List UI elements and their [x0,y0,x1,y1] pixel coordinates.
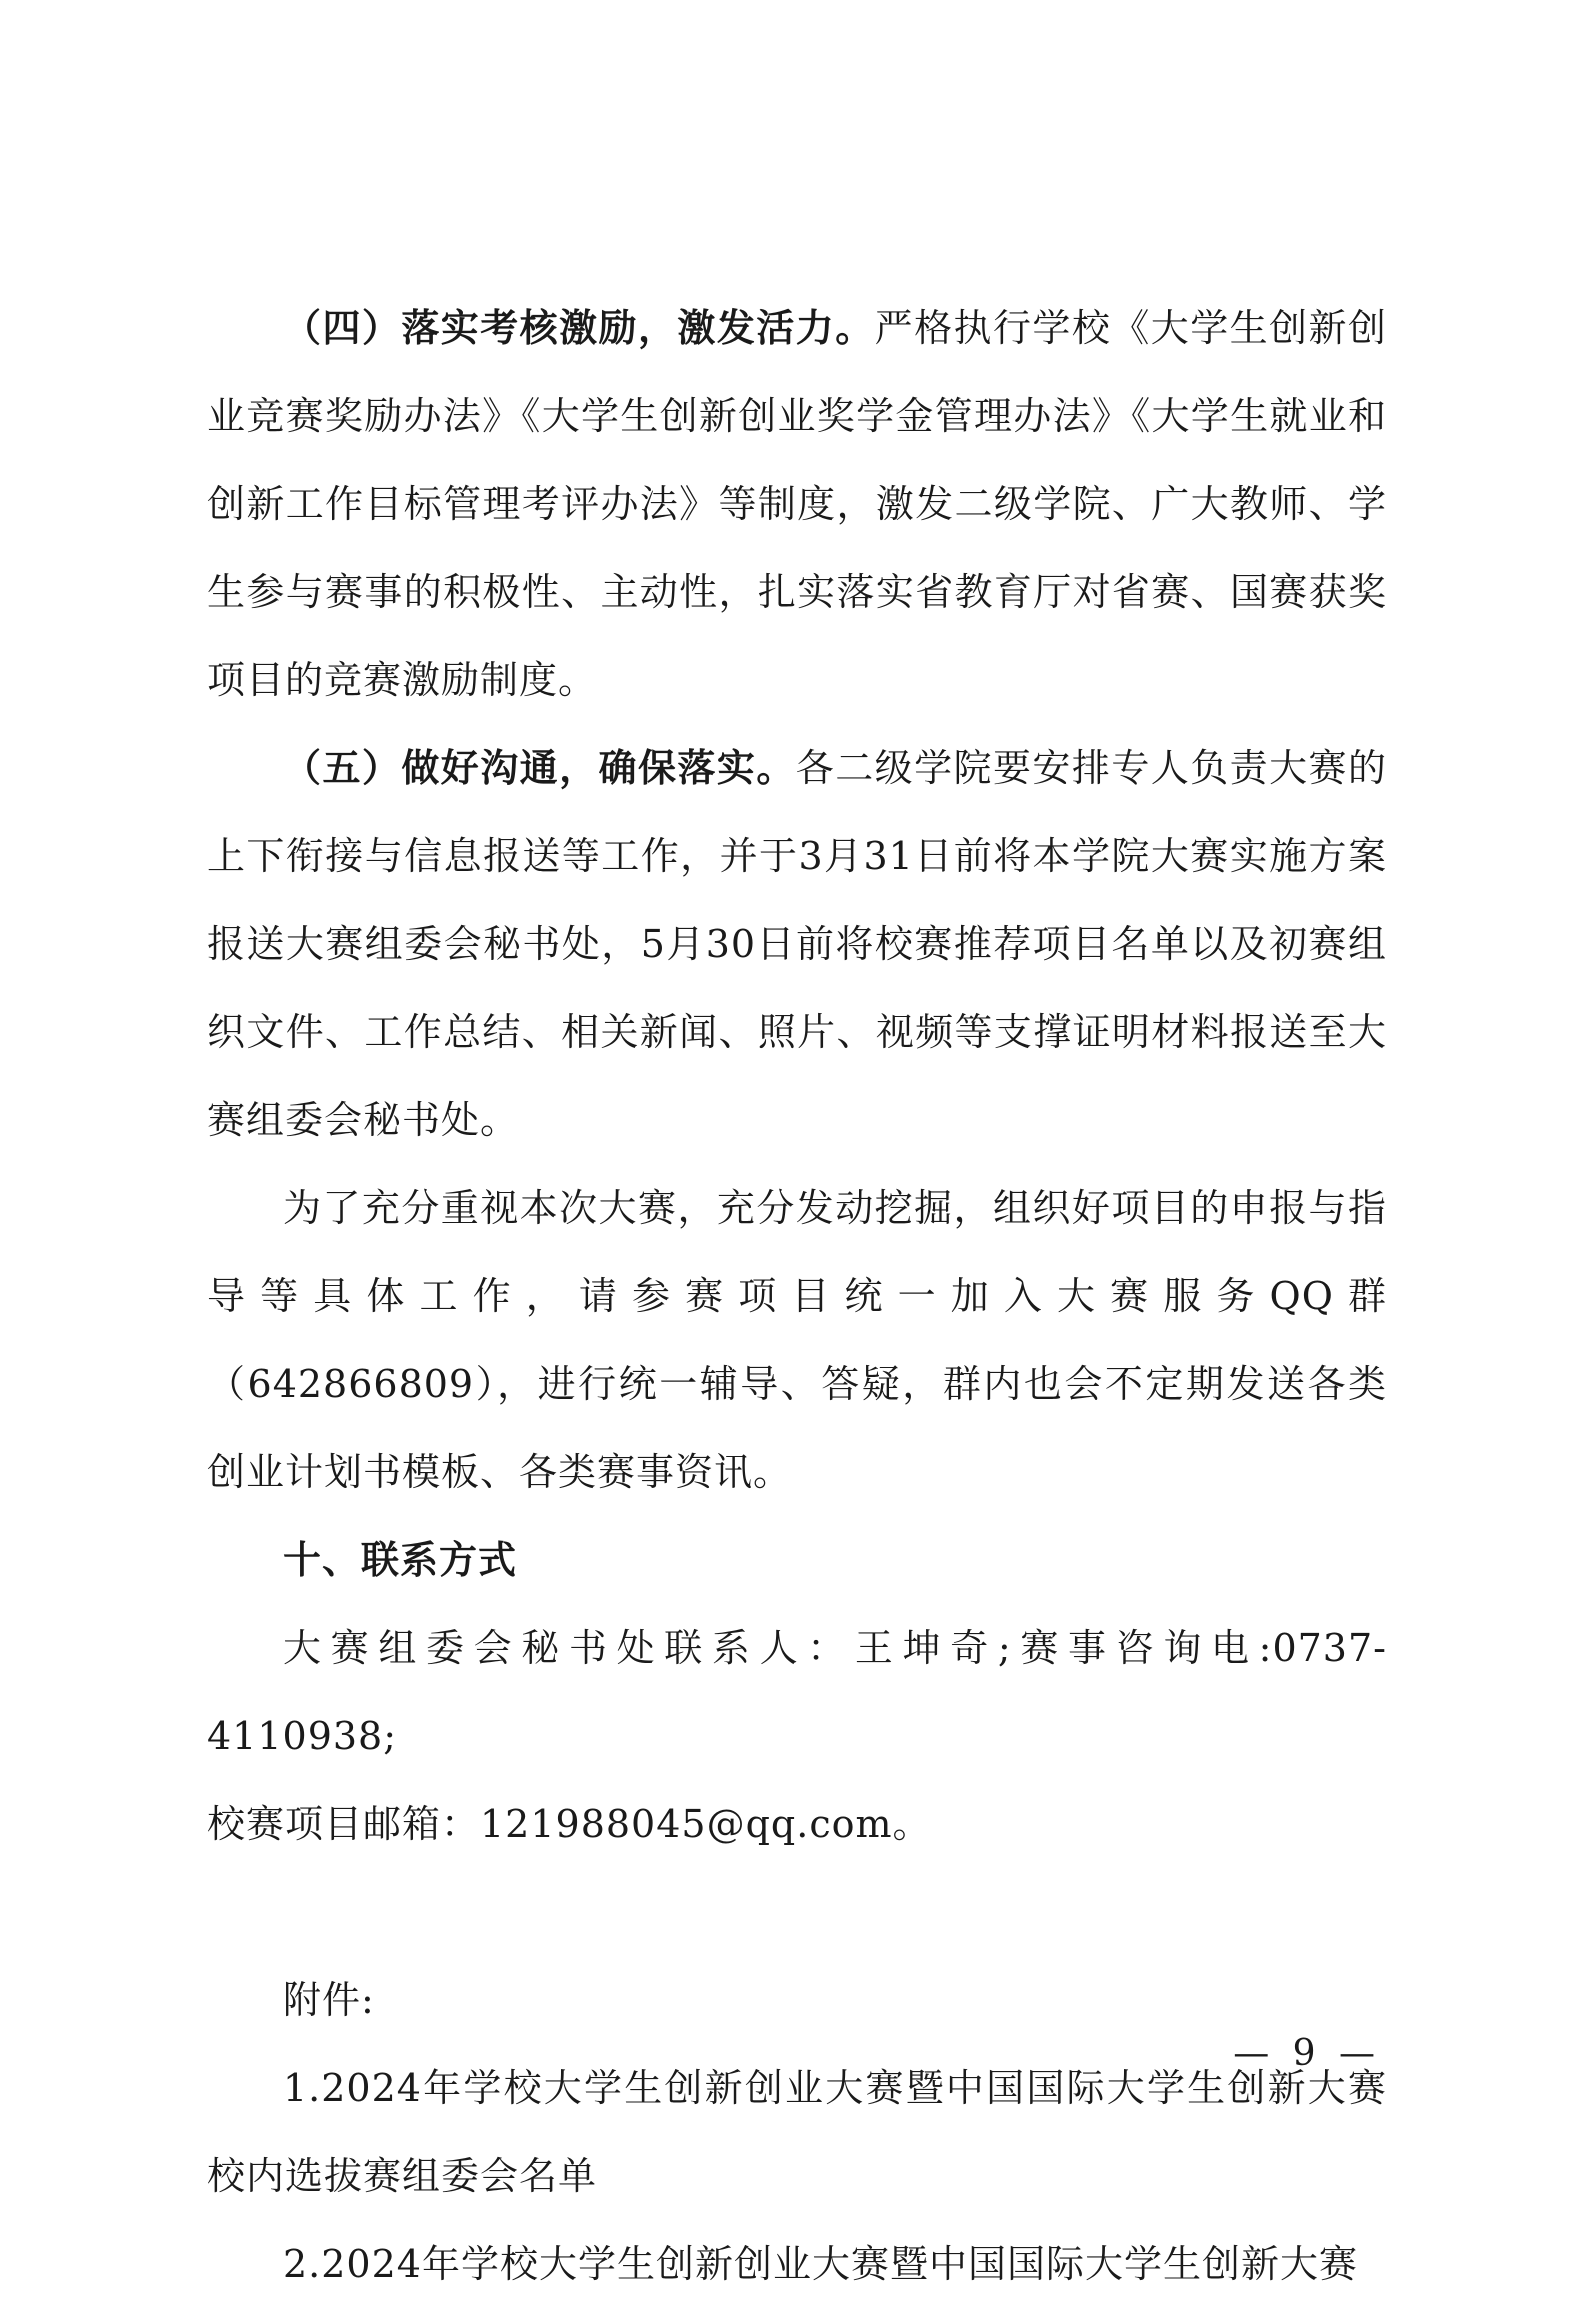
page-number: — 9 — [1233,2033,1381,2074]
paragraph-item-4 [207,284,1387,724]
paragraph-item-5-lead: （五）做好沟通，确保落实。 [283,746,796,790]
contact-line-1: 大赛组委会秘书处联系人：王坤奇;赛事咨询电:0737-4110938; [207,1626,1387,1758]
paragraph-item-4-body: 严格执行学校《大学生创新创业竞赛奖励办法》《大学生创新创业奖学金管理办法》《大学生就业和创新工作目标管理考评办法》等制度，激发二级学院、广大教师、学生参与赛事的积极性、主动性，扎实落实省教育厅对省赛、国赛获奖项目的竞赛激励制度。 [207,306,1387,702]
paragraph-item-5-body: 各二级学院要安排专人负责大赛的上下衔接与信息报送等工作，并于3月31日前将本学院大赛实施方案报送大赛组委会秘书处，5月30日前将校赛推荐项目名单以及初赛组织文件、工作总结、相关新闻、照片、视频等支撑证明材料报送至大赛组委会秘书处。 [207,746,1387,1142]
spacer [207,1868,1387,1956]
attachment-item-1: 1.2024年学校大学生创新创业大赛暨中国国际大学生创新大赛校内选拔赛组委会名单 [207,2066,1387,2198]
contact-heading: 十、联系方式 [283,1538,518,1582]
paragraph-item-4-lead: （四）落实考核激励，激发活力。 [283,306,875,350]
attachment-item-2: 2.2024年学校大学生创新创业大赛暨中国国际大学生创新大赛 [283,2242,1358,2286]
paragraph-qq-group: 为了充分重视本次大赛，充分发动挖掘，组织好项目的申报与指导等具体工作，请参赛项目统一加入大赛服务QQ群（642866809），进行统一辅导、答疑，群内也会不定期发送各类创业计划书模板、各类赛事资讯。 [207,1186,1387,1494]
contact-line-2: 校赛项目邮箱：121988045@qq.com。 [207,1802,932,1846]
document-body [207,284,1387,2308]
paragraph-item-5 [207,724,1387,1164]
attachments-label: 附件: [283,1978,375,2022]
